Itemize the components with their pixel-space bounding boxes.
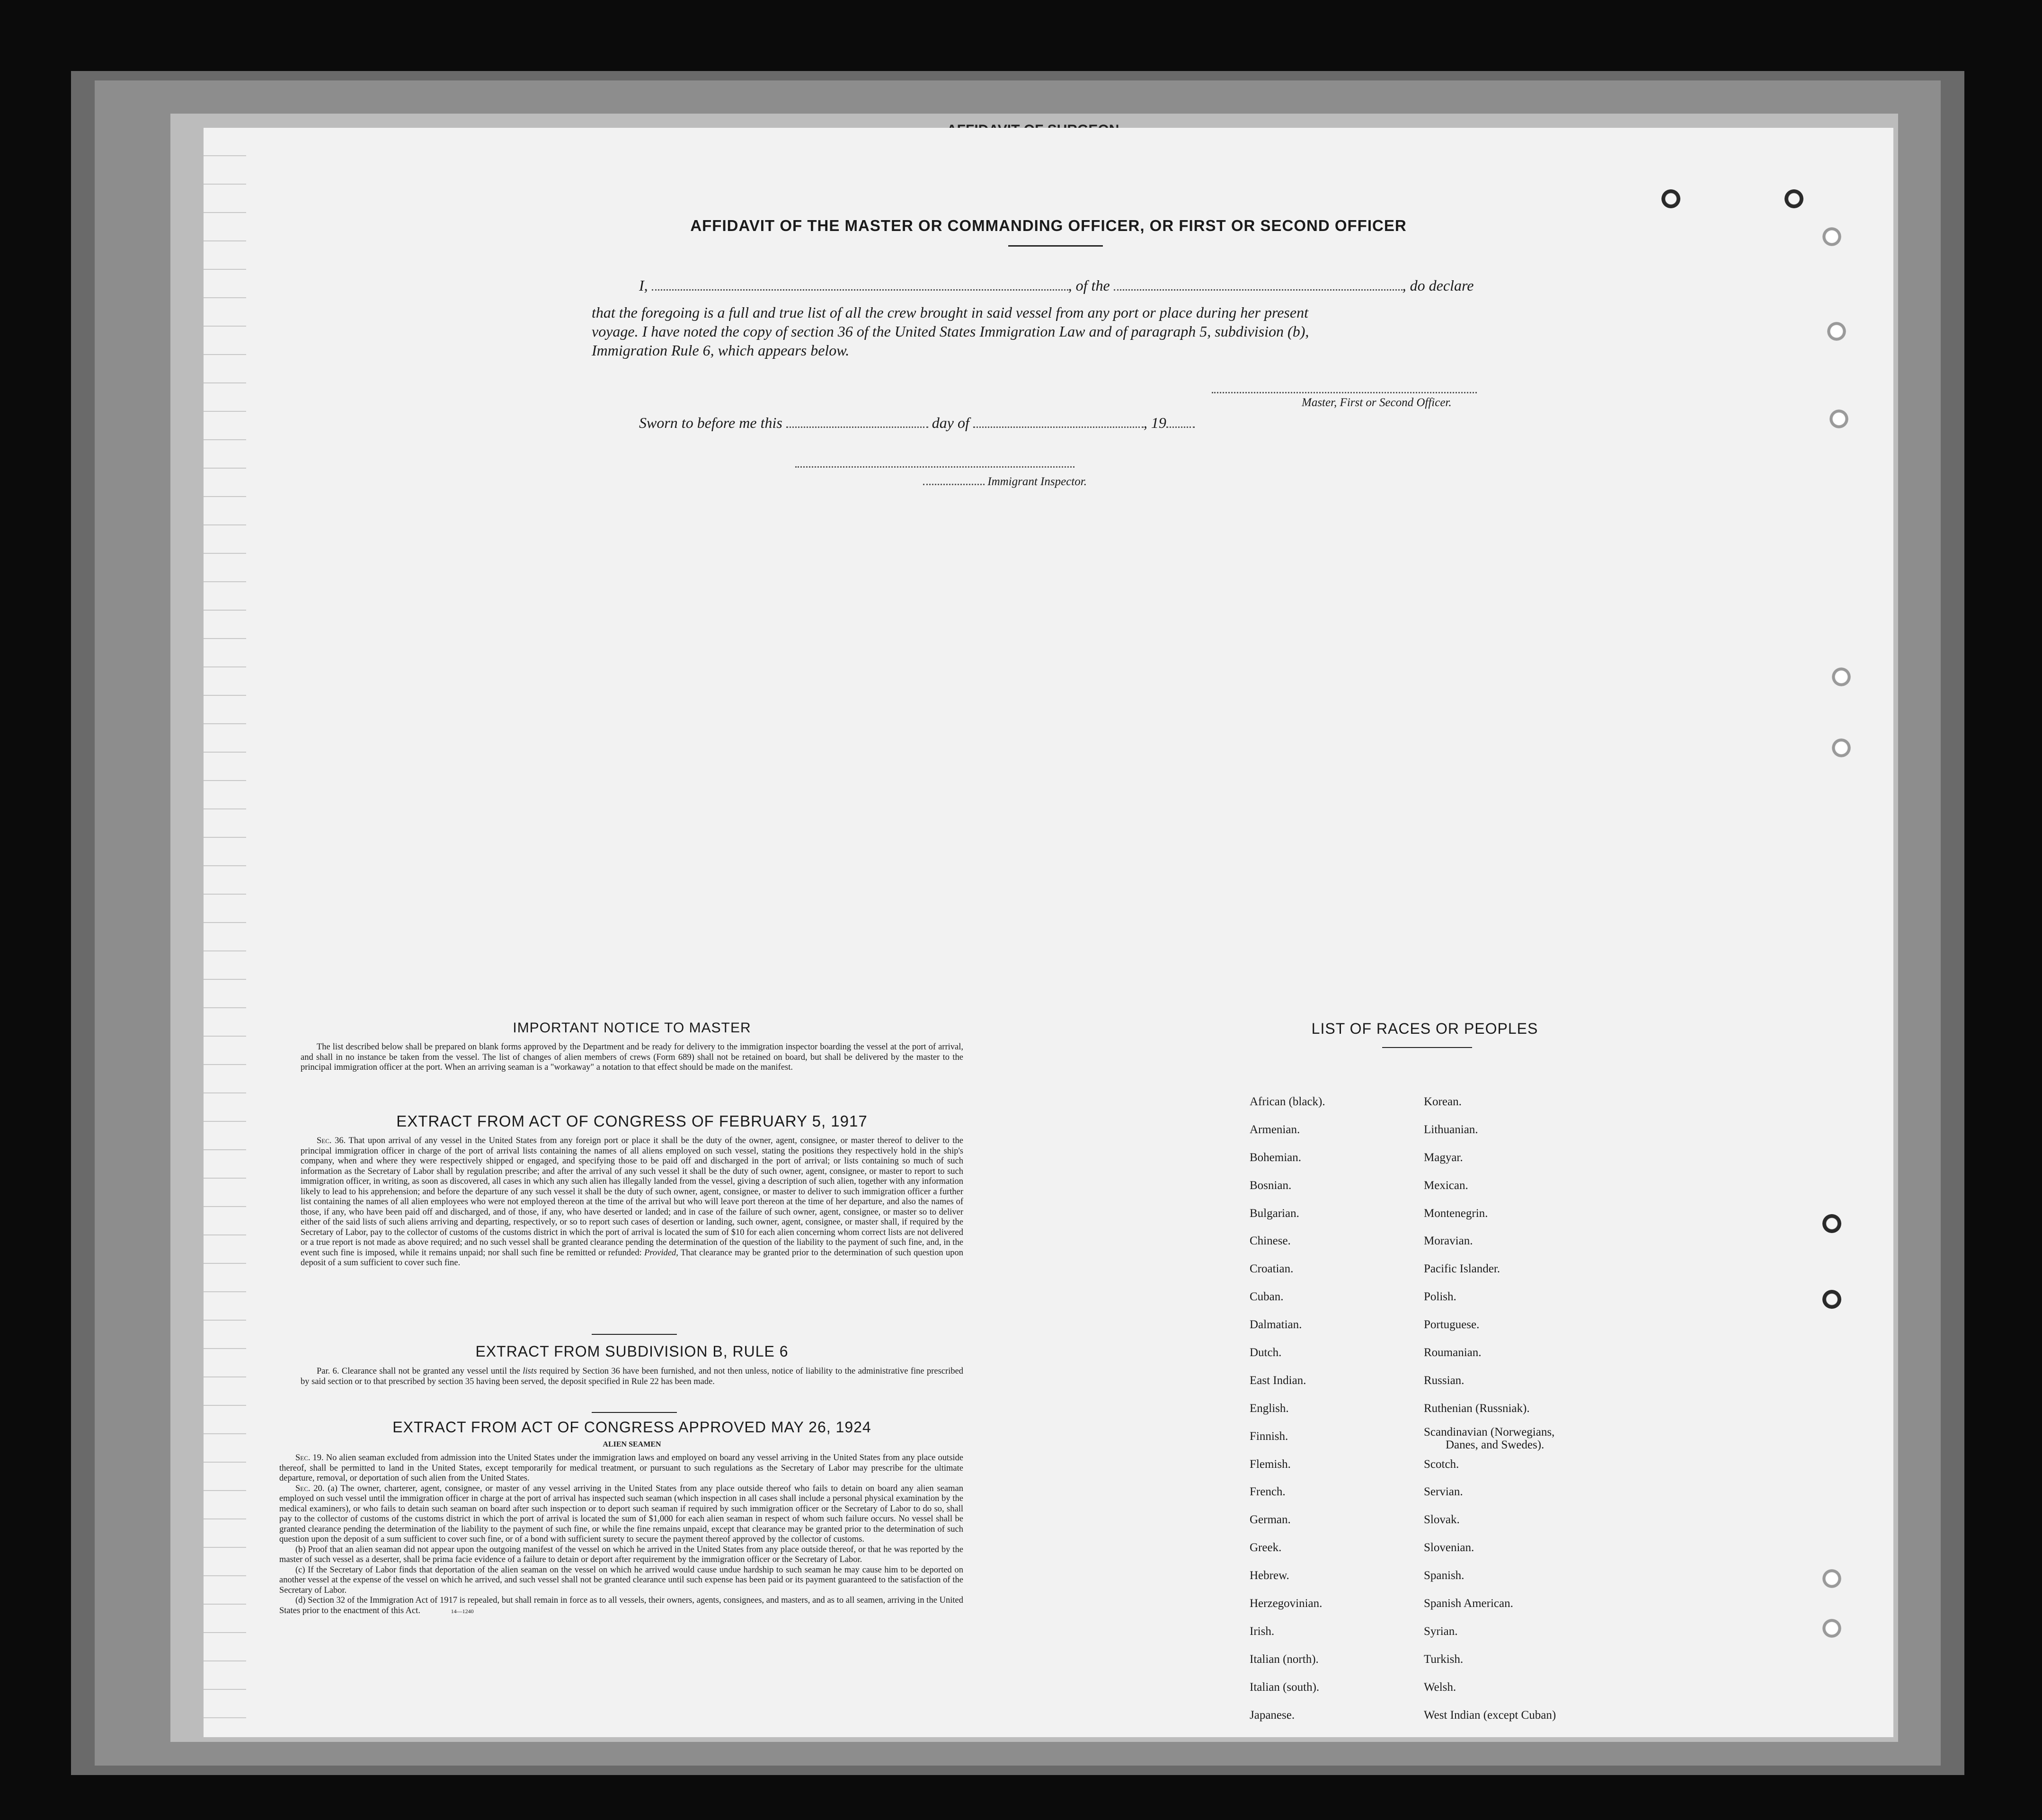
extract-1917-body xyxy=(301,1136,963,1269)
race-item-continuation: Danes, and Swedes). xyxy=(1446,1438,1545,1451)
rule6-body xyxy=(301,1367,963,1387)
i-label: I, xyxy=(639,277,648,294)
sworn-day-blank[interactable] xyxy=(786,423,928,428)
race-item: African (black). xyxy=(1250,1095,1325,1108)
of-the-label: , of the xyxy=(1068,277,1110,294)
master-signature-label: Master, First or Second Officer. xyxy=(1302,396,1452,409)
sec-36-label: Sec. 36. xyxy=(317,1136,346,1145)
punch-hole xyxy=(1822,1214,1841,1233)
race-item: Italian (south). xyxy=(1250,1680,1320,1694)
race-item: Roumanian. xyxy=(1424,1346,1482,1359)
sec-19-label: Sec. 19. xyxy=(295,1453,324,1463)
master-signature-line[interactable] xyxy=(1212,392,1477,393)
notice-title: IMPORTANT NOTICE TO MASTER xyxy=(513,1020,751,1036)
race-item: Spanish. xyxy=(1424,1569,1465,1582)
race-item: Cuban. xyxy=(1250,1290,1284,1304)
title-rule xyxy=(1008,245,1103,247)
race-item: Spanish American. xyxy=(1424,1597,1513,1610)
sec-19-text: No alien seaman excluded from admission into the United States under the immigration laws and employed on board any vessel arriving in the United States from any place outside thereof, shall be permitted to land in the United States, except temporarily for medical treatment, or pursuant to such regulations as the Secretary of Labor may prescribe for the ultimate departure, removal, or deportation of such alien from the United States. xyxy=(279,1453,963,1483)
race-item: Bohemian. xyxy=(1250,1151,1302,1164)
race-item: Syrian. xyxy=(1424,1625,1458,1638)
race-item: Slovenian. xyxy=(1424,1541,1474,1554)
race-item: Chinese. xyxy=(1250,1234,1291,1248)
race-item: Russian. xyxy=(1424,1374,1465,1387)
race-item: Servian. xyxy=(1424,1485,1463,1499)
race-item: Slovak. xyxy=(1424,1513,1460,1527)
race-item: Armenian. xyxy=(1250,1123,1300,1136)
race-item: Bulgarian. xyxy=(1250,1207,1299,1220)
sworn-line xyxy=(639,414,1491,432)
race-item: Croatian. xyxy=(1250,1262,1294,1276)
races-title: LIST OF RACES OR PEOPLES xyxy=(1311,1020,1538,1037)
race-item: French. xyxy=(1250,1485,1286,1499)
extract-1924-body xyxy=(279,1453,963,1616)
race-item: German. xyxy=(1250,1513,1291,1527)
affidavit-line-1 xyxy=(639,277,1718,294)
race-item: East Indian. xyxy=(1250,1374,1306,1387)
sec-20d-text: (d) Section 32 of the Immigration Act of 1917 is repealed, but shall remain in force as to all vessels, their owners, agents, consignees, and masters, and as to all seamen, arriving in the United States prior to the enactment of this Act. xyxy=(279,1596,963,1616)
race-item: Pacific Islander. xyxy=(1424,1262,1500,1276)
race-item: Scotch. xyxy=(1424,1457,1459,1471)
races-left-column xyxy=(1250,1096,1325,1737)
alien-seamen-subtitle: ALIEN SEAMEN xyxy=(603,1440,661,1448)
extract-1917-title: EXTRACT FROM ACT OF CONGRESS OF FEBRUARY 5, 1917 xyxy=(396,1112,868,1130)
inspector-signature-lead xyxy=(923,481,985,485)
inspector-signature-line[interactable] xyxy=(795,466,1074,468)
sec-36-text: That upon arrival of any vessel in the United States from any foreign port or place it shall be the duty of the owner, agent, consignee, or master thereof to deliver to the principal immigration officer in charge of the port of arrival lists containing the names of all aliens employed on such vessel, stating the positions they respectively hold in the ship's company, when and where they were respectively shipped or engaged, and specifying those to be paid off and discharged in the port of arrival; or lists containing so much of such information as the Secretary of Labor shall by regulation prescribe; and after the arrival of any such vessel it shall be the duty of such owner, agent, consignee, or master to report to such immigration officer, in writing, as soon as discovered, all cases in which any such alien has illegally landed from the vessel, giving a description of such alien, together with any information likely to lead to his apprehension; and before the departure of any such vessel it shall be the duty of such owner, agent, consignee, or master to deliver to such immigration officer a further list containing the names of all alien employees who were not employed thereon at the time of the arrival but who will leave port thereon at the time of her departure, and also the names of those, if any, who have been paid off and discharged, and of those, if any, who have deserted or landed; and in case of the failure of such owner, agent, consignee, or master so to deliver either of the said lists of such aliens arriving and departing, respectively, or so to report such cases of desertion or landing, such owner, agent, consignee, or master shall, if required by the Secretary of Labor, pay to the collector of customs of the customs district in which the port of arrival is located the sum of $10 for each alien concerning whom correct lists are not delivered or a true report is not made as above required; and no such vessel shall be granted clearance pending the determination of the question of the liability to the payment of such fine, and, in the event such fine is imposed, while it remains unpaid; nor shall such fine be remitted or refunded: xyxy=(301,1136,963,1258)
punch-hole xyxy=(1785,189,1803,208)
rule6-title: EXTRACT FROM SUBDIVISION B, RULE 6 xyxy=(475,1343,789,1360)
race-item: Hebrew. xyxy=(1250,1569,1289,1582)
rule6-text-b: required by Section 36 have been furnished, and not then unless, notice of liability to the administrative fine prescribed by said section or to that prescribed by section 35 having been served, the deposit specified in Rule 22 has been made. xyxy=(301,1367,964,1386)
extract-1924-title: EXTRACT FROM ACT OF CONGRESS APPROVED MAY 26, 1924 xyxy=(392,1419,871,1436)
notice-paragraph: The list described below shall be prepared on blank forms approved by the Department and be ready for delivery to the immigration inspector boarding the vessel at the port of arrival, and shall in no instance be taken from the vessel. The list of changes of alien members of crews (Form 689) shall not be retained on board, but shall be delivered by the master to the principal immigration officer at the port. When an arriving seaman is a "workaway" a notation to that effect should be made on the manifest. xyxy=(301,1042,963,1072)
sworn-label: Sworn to before me this xyxy=(639,414,782,431)
affidavit-title: AFFIDAVIT OF THE MASTER OR COMMANDING OFFICER, OR FIRST OR SECOND OFFICER xyxy=(690,217,1407,234)
year-label: , 19 xyxy=(1143,414,1166,431)
inspector-signature-label xyxy=(923,475,1087,488)
punch-hole xyxy=(1829,409,1848,428)
race-item: Greek. xyxy=(1250,1541,1282,1554)
race-item: English. xyxy=(1250,1402,1289,1415)
sworn-year-blank[interactable] xyxy=(1166,423,1195,428)
vessel-blank[interactable] xyxy=(1114,285,1403,291)
race-item: Bosnian. xyxy=(1250,1179,1292,1192)
punch-hole xyxy=(1827,322,1846,341)
races-right-column xyxy=(1424,1096,1556,1737)
race-item: Lithuanian. xyxy=(1424,1123,1478,1136)
race-item: Montenegrin. xyxy=(1424,1207,1488,1220)
race-item: Dutch. xyxy=(1250,1346,1282,1359)
affidavit-line-3: voyage. I have noted the copy of section 36 of the United States Immigration Law and of paragraph 5, subdivision (b), xyxy=(592,323,1309,340)
affidavit-line-2: that the foregoing is a full and true list of all the crew brought in said vessel from any port or place during her present xyxy=(592,304,1308,321)
name-blank[interactable] xyxy=(652,285,1068,291)
race-item: Moravian. xyxy=(1424,1234,1473,1248)
punch-hole xyxy=(1661,189,1680,208)
declare-label: , do declare xyxy=(1402,277,1474,294)
race-item: Japanese. xyxy=(1250,1708,1295,1722)
race-item: Turkish. xyxy=(1424,1652,1464,1666)
race-item: Finnish. xyxy=(1250,1429,1288,1443)
race-item: Italian (north). xyxy=(1250,1652,1319,1666)
section-rule xyxy=(592,1334,677,1335)
form-page xyxy=(204,128,1893,1737)
race-item: Mexican. xyxy=(1424,1179,1468,1192)
notice-body xyxy=(301,1042,963,1073)
section-rule xyxy=(592,1412,677,1413)
race-item: Dalmatian. xyxy=(1250,1318,1302,1332)
race-item: Magyar. xyxy=(1424,1151,1463,1164)
races-title-rule xyxy=(1382,1047,1472,1048)
lists-word: lists xyxy=(523,1367,537,1376)
sec-36-tail: That clearance may be granted prior to the determination of such question upon deposit of a sum sufficient to cover such fine. xyxy=(301,1248,963,1268)
form-number: 14—1240 xyxy=(451,1607,474,1615)
race-item-line: Scandinavian (Norwegians, xyxy=(1424,1425,1555,1438)
punch-hole xyxy=(1822,1290,1841,1309)
punch-hole xyxy=(1832,667,1851,686)
race-item xyxy=(1424,1426,1556,1458)
sec-20a-text: (a) The owner, charterer, agent, consignee, or master of any vessel arriving in the United States from any place outside thereof who fails to detain on board any alien seaman employed on such vessel until the immigration officer in charge at the port of arrival has inspected such seaman (which inspection in all cases shall include a personal physical examination by the medical examiners), or who fails to detain such seaman on board after such inspection or to deport such seaman if required by such immigration officer or the Secretary of Labor to do so, shall pay to the collector of customs of the customs district in which the port of arrival is located the sum of $1,000 for each alien seaman in respect of whom such failure occurs. No vessel shall be granted clearance pending the determination of the liability to the payment of such fine, or while the fine remains unpaid, except that clearance may be granted prior to the determination of such question upon the deposit of a sum sufficient to cover such fine, or of a bond with sufficient surety to secure the payment thereof approved by the collector of customs. xyxy=(279,1483,963,1544)
sec-20c-text: (c) If the Secretary of Labor finds that deportation of the alien seaman on the vessel on which he arrived would cause undue hardship to such seaman he may cause him to be deported on another vessel at the expense of the vessel on which he arrived, and such vessel shall not be granted clearance until such expense has been paid or its payment guaranteed to the satisfaction of the Secretary of Labor. xyxy=(279,1565,963,1595)
sworn-month-blank[interactable] xyxy=(973,423,1144,428)
race-item: Irish. xyxy=(1250,1625,1275,1638)
race-item: Flemish. xyxy=(1250,1457,1291,1471)
affidavit-line-4: Immigration Rule 6, which appears below. xyxy=(592,342,850,359)
punch-hole xyxy=(1822,1619,1841,1638)
inspector-signature-text: Immigrant Inspector. xyxy=(987,475,1087,488)
race-item: Portuguese. xyxy=(1424,1318,1480,1332)
race-item: Polish. xyxy=(1424,1290,1456,1304)
sec-20b-text: (b) Proof that an alien seaman did not appear upon the outgoing manifest of the vessel on which he arrived in the United States from any place outside thereof, or that he was reported by the master of such vessel as a deserter, shall be prima facie evidence of a failure to detain or deport after requirement by the immigration officer or the Secretary of Labor. xyxy=(279,1545,963,1564)
race-item: Korean. xyxy=(1424,1095,1462,1108)
race-item: Herzegovinian. xyxy=(1250,1597,1323,1610)
sec-20-label: Sec. 20. xyxy=(295,1483,325,1493)
provided-word: Provided, xyxy=(644,1248,678,1258)
race-item: West Indian (except Cuban) xyxy=(1424,1708,1556,1722)
punch-hole xyxy=(1832,738,1851,757)
rule6-text-a: Par. 6. Clearance shall not be granted any vessel until the xyxy=(317,1367,520,1376)
day-of-label: day of xyxy=(932,414,969,431)
punch-hole xyxy=(1822,1569,1841,1588)
race-item: Welsh. xyxy=(1424,1680,1456,1694)
race-item: Ruthenian (Russniak). xyxy=(1424,1402,1530,1415)
margin-ruling xyxy=(204,128,246,1737)
